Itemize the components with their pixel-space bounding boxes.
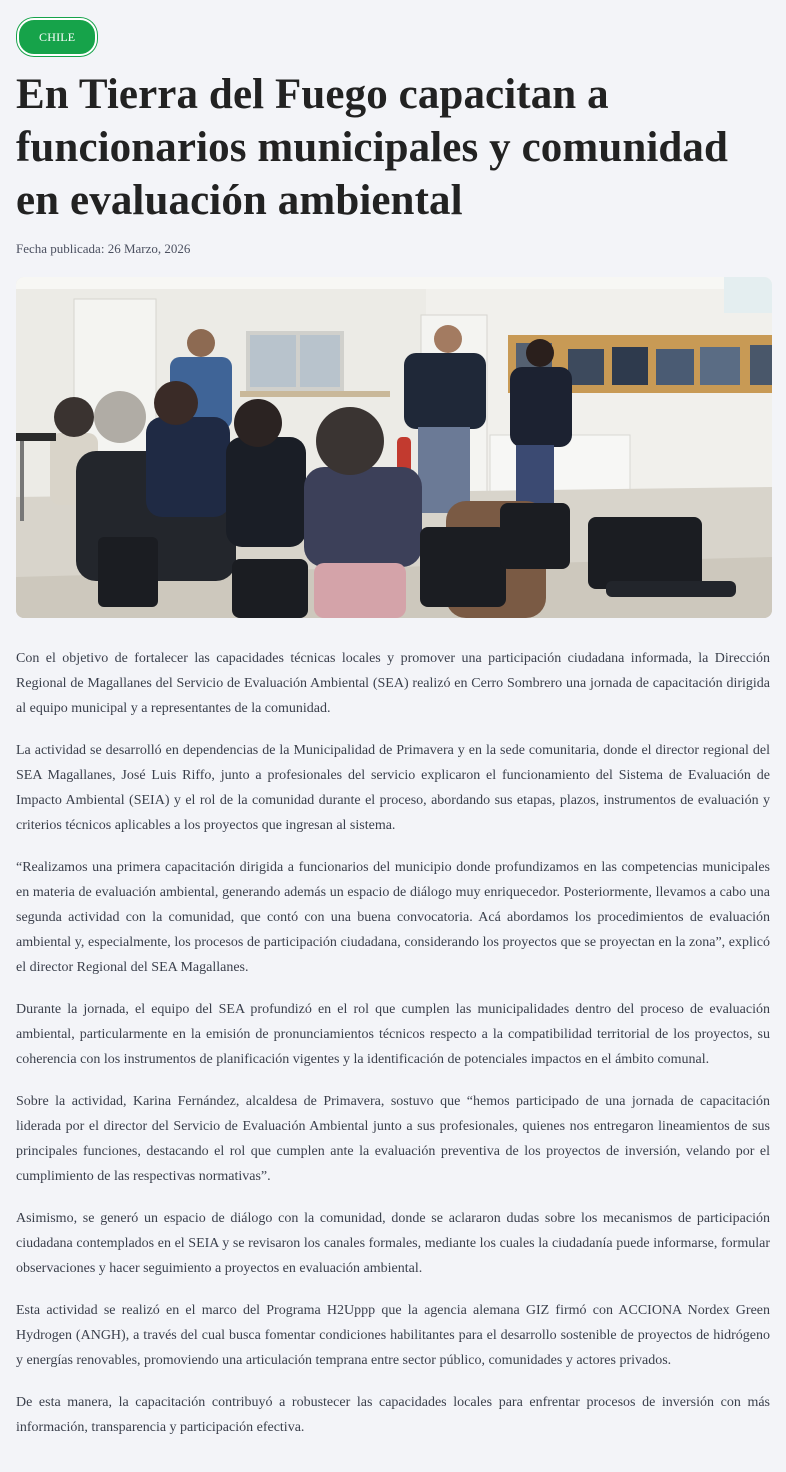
paragraph-6: Asimismo, se generó un espacio de diálogo con la comunidad, donde se aclararon dudas sobre los mecanismos de participación ciudadana contemplados en el SEIA y se revisaron los canales formales, mediante los cuales la ciudadanía puede informarse, formular observaciones y hacer seguimiento a proyectos en evaluación ambiental. — [16, 1211, 770, 1276]
paragraph-7: Esta actividad se realizó en el marco del Programa H2Uppp que la agencia alemana GIZ firmó con ACCIONA Nordex Green Hydrogen (ANGH), a través del cual busca fomentar condiciones habilitantes para el desarrollo sostenible de proyectos de hidrógeno y energías renovables, promoviendo una articulación temprana entre sector público, comunidades y actores privados. — [16, 1303, 770, 1368]
paragraph-8: De esta manera, la capacitación contribuyó a robustecer las capacidades locales para enfrentar procesos de inversión con más información, transparencia y participación efectiva. — [16, 1395, 770, 1435]
publish-date — [16, 241, 770, 257]
paragraph-1: Con el objetivo de fortalecer las capacidades técnicas locales y promover una participación ciudadana informada, la Dirección Regional de Magallanes del Servicio de Evaluación Ambiental (SEA) realizó en Cerro Sombrero una jornada de capacitación dirigida al equipo municipal y a representantes de la comunidad. — [16, 651, 770, 716]
training-session-photo-icon — [16, 277, 772, 618]
paragraph-4: Durante la jornada, el equipo del SEA profundizó en el rol que cumplen las municipalidades dentro del proceso de evaluación ambiental, particularmente en la emisión de pronunciamientos técnicos respecto a la compatibilidad territorial de los proyectos, su coherencia con los instrumentos de planificación vigentes y la identificación de potenciales impactos en el ámbito comunal. — [16, 1002, 770, 1067]
article-photo — [16, 277, 772, 618]
category-badge[interactable]: CHILE — [17, 18, 97, 56]
paragraph-2: La actividad se desarrolló en dependencias de la Municipalidad de Primavera y en la sede comunitaria, donde el director regional del SEA Magallanes, José Luis Riffo, junto a profesionales del servicio explicaron el funcionamiento del Sistema de Evaluación de Impacto Ambiental (SEIA) y el rol de la comunidad durante el proceso, abordando sus etapas, plazos, instrumentos de evaluación y criterios técnicos aplicables a los proyectos que ingresan al sistema. — [16, 743, 770, 833]
article-title: En Tierra del Fuego capacitan a funcionarios municipales y comunidad en evaluación ambiental — [16, 71, 729, 224]
paragraph-3: “Realizamos una primera capacitación dirigida a funcionarios del municipio donde profundizamos en las competencias municipales en materia de evaluación ambiental, generando además un espacio de diálogo muy enriquecedor. Posteriormente, llevamos a cabo una segunda actividad con la comunidad, que contó con una buena convocatoria. Acá abordamos los procedimientos de evaluación ambiental y, especialmente, los procesos de participación ciudadana, considerando los proyectos que se proyectan en la zona”, explicó el director Regional del SEA Magallanes. — [16, 860, 770, 975]
paragraph-5: Sobre la actividad, Karina Fernández, alcaldesa de Primavera, sostuvo que “hemos participado de una jornada de capacitación liderada por el director del Servicio de Evaluación Ambiental junto a sus profesionales, quienes nos entregaron lineamientos de sus principales funciones, destacando el rol que cumplen ante la evaluación preventiva de los proyectos de inversión, velando por el cumplimiento de las respectivas normativas”. — [16, 1094, 770, 1184]
publish-date-value: 26 Marzo, 2026 — [107, 241, 191, 256]
article-body — [16, 646, 770, 1440]
publish-date-label: Fecha publicada: — [16, 241, 105, 256]
